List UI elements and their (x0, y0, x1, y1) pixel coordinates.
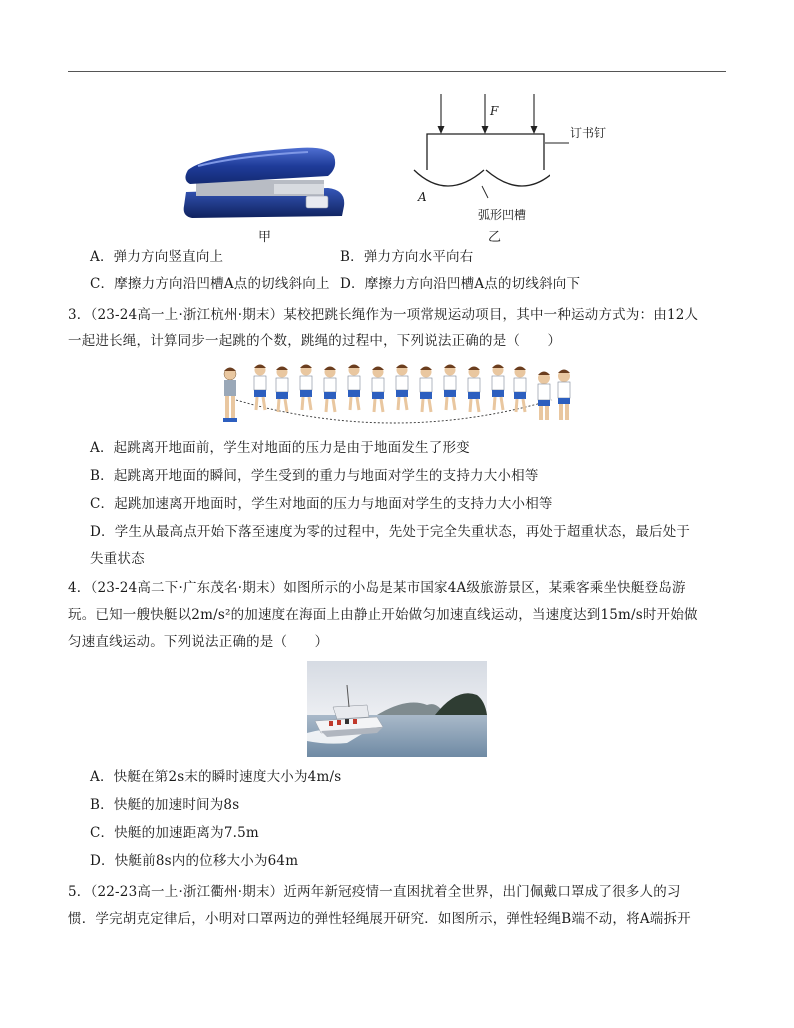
q3-option-d: D．学生从最高点开始下落至速度为零的过程中，先处于完全失重状态，再处于超重状态，最后处于 (90, 524, 691, 540)
q3-option-b: B．起跳离开地面的瞬间，学生受到的重力与地面对学生的支持力大小相等 (90, 468, 539, 484)
force-diagram (410, 90, 550, 202)
q5-stem-line1: 5．（22-23高一上·浙江衢州·期末）近两年新冠疫情一直困扰着全世界，出门佩戴口罩成了很多人的习 (68, 884, 681, 900)
q3-stem-line2: 一起进长绳，计算同步一起跳的个数，跳绳的过程中，下列说法正确的是（ ） (68, 333, 562, 349)
q4-option-b: B．快艇的加速时间为8s (90, 797, 240, 813)
q5-stem-line2: 惯．学完胡克定律后，小明对口罩两边的弹性轻绳展开研究．如图所示，弹性轻绳B端不动，将A端拆开 (68, 911, 691, 927)
header-rule (68, 71, 726, 72)
q2-option-a: A．弹力方向竖直向上 (90, 249, 224, 265)
speedboat-photo (307, 661, 487, 757)
q4-stem-line2: 玩。已知一艘快艇以2m/s²的加速度在海面上由静止开始做匀加速直线运动，当速度达到15m/s时开始做 (68, 607, 698, 623)
q4-option-d: D．快艇前8s内的位移大小为64m (90, 853, 299, 869)
q4-option-a: A．快艇在第2s末的瞬时速度大小为4m/s (90, 769, 342, 785)
stapler-figure (178, 140, 350, 224)
force-label: F (490, 104, 499, 118)
q3-option-d-continued: 失重状态 (90, 551, 145, 567)
q2-option-b: B．弹力方向水平向右 (340, 249, 474, 265)
point-a-label: A (418, 190, 427, 204)
q2-option-d: D．摩擦力方向沿凹槽A点的切线斜向下 (340, 276, 581, 292)
q3-option-c: C．起跳加速离开地面时，学生对地面的压力与地面对学生的支持力大小相等 (90, 496, 553, 512)
q3-stem-line1: 3．（23-24高一上·浙江杭州·期末）某校把跳长绳作为一项常规运动项目，其中一种运动方式为：由12人 (68, 307, 699, 323)
staple-pointer (545, 130, 569, 134)
figure-caption-jia: 甲 (258, 230, 272, 245)
q4-stem-line3: 匀速直线运动。下列说法正确的是（ ） (68, 634, 329, 650)
groove-label: 弧形凹槽 (478, 208, 527, 222)
q3-option-a: A．起跳离开地面前，学生对地面的压力是由于地面发生了形变 (90, 440, 470, 456)
jump-rope-illustration (214, 360, 578, 430)
q2-option-c: C．摩擦力方向沿凹槽A点的切线斜向上 (90, 276, 330, 292)
q4-stem-line1: 4．（23-24高二下·广东茂名·期末）如图所示的小岛是某市国家4A级旅游景区，某乘客乘坐快艇登岛游 (68, 580, 686, 596)
staple-label: 订书钉 (570, 126, 607, 140)
figure-caption-yi: 乙 (488, 230, 502, 245)
q4-option-c: C．快艇的加速距离为7.5m (90, 825, 259, 841)
